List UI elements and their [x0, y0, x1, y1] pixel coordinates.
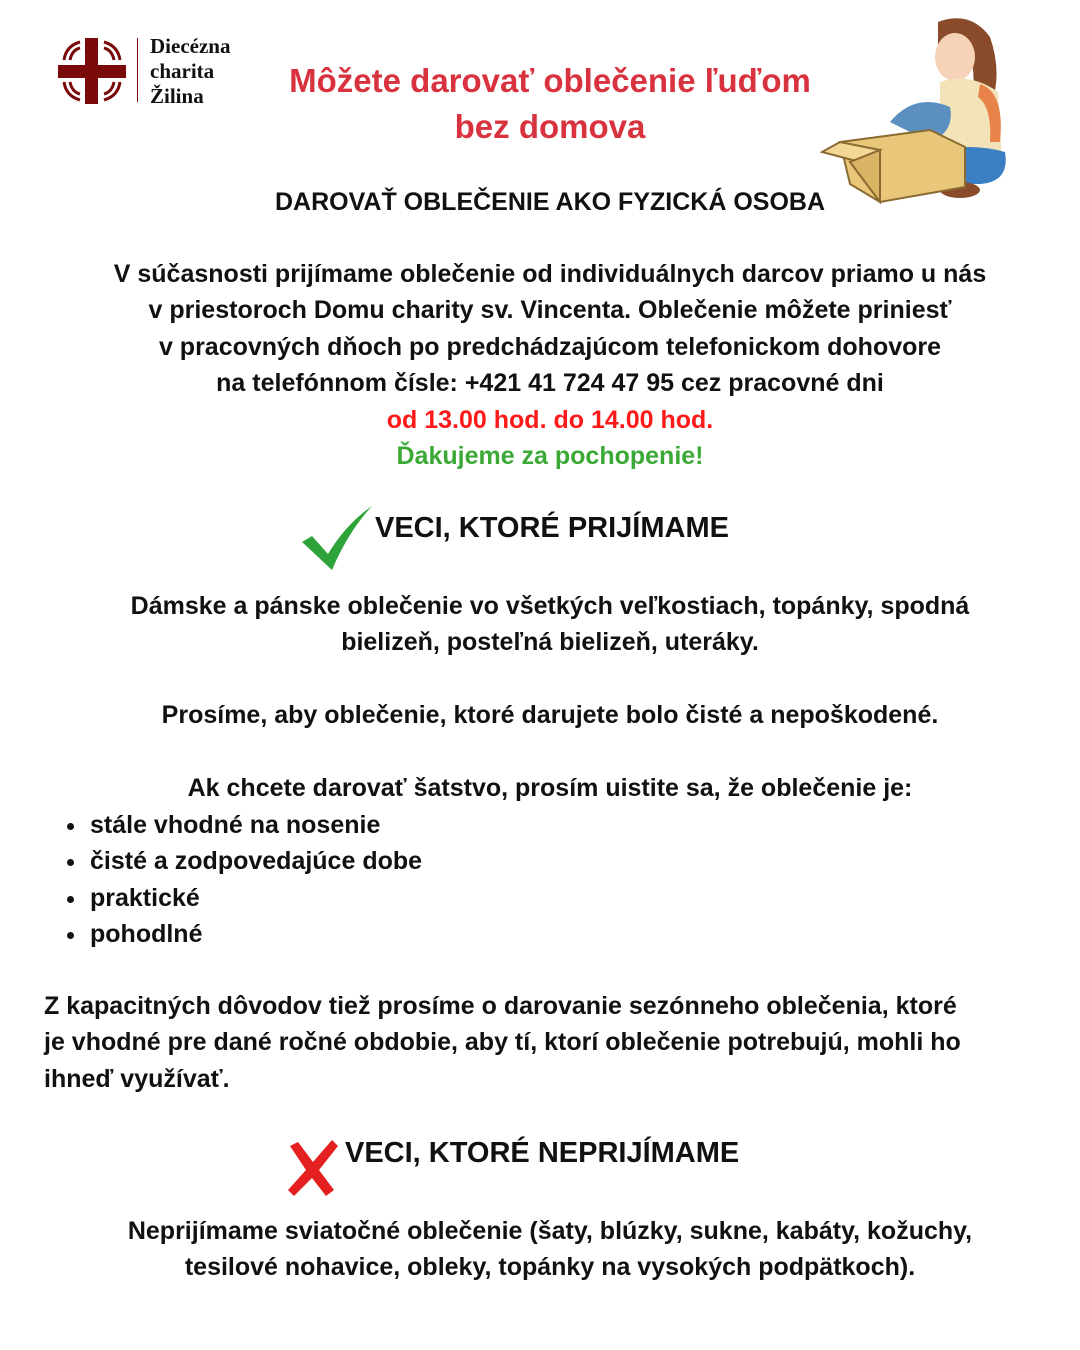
text-line: tesilové nohavice, obleky, topánky na vysokých podpätkoch). [184, 1253, 916, 1282]
checkmark-icon [302, 506, 374, 572]
text-line: V súčasnosti prijímame oblečenie od individuálnych darcov priamo u nás [113, 260, 987, 288]
title-line: bez domova [454, 108, 646, 145]
note-text: Prosíme, aby oblečenie, ktoré darujete bolo čisté a nepoškodené. [161, 701, 939, 729]
text-line: je vhodné pre dané ročné obdobie, aby tí, ktorí oblečenie potrebujú, mohli ho [44, 1028, 961, 1057]
text-line: Z kapacitných dôvodov tiež prosíme o darovanie sezónneho oblečenia, ktoré [44, 992, 957, 1020]
logo-line: Žilina [150, 84, 204, 108]
logo-text [150, 34, 230, 109]
logo-line: Diecézna [150, 34, 231, 58]
title-line: Môžete darovať oblečenie ľuďom [289, 62, 811, 99]
hours-text: od 13.00 hod. do 14.00 hod. [386, 405, 714, 434]
list-item: • pohodlné [88, 916, 422, 952]
section-heading: DAROVAŤ OBLEČENIE AKO FYZICKÁ OSOBA [274, 188, 825, 216]
thanks-text: Ďakujeme za pochopenie! [396, 442, 704, 471]
requirements-list [60, 807, 422, 953]
text-line: bielizeň, posteľná bielizeň, uteráky. [341, 628, 759, 657]
accepted-text [0, 588, 1080, 661]
logo-divider [137, 38, 138, 102]
woman-packing-box-illustration [820, 12, 1010, 204]
text-line: Neprijímame sviatočné oblečenie (šaty, blúzky, sukne, kabáty, kožuchy, [127, 1217, 973, 1245]
page-title [270, 58, 830, 150]
text-line: na telefónnom čísle: +421 41 724 47 95 cez pracovné dni [216, 369, 884, 398]
list-item: • stále vhodné na nosenie [88, 807, 422, 843]
rejected-text [0, 1213, 1080, 1286]
text-line: Dámske a pánske oblečenie vo všetkých veľkostiach, topánky, spodná [130, 592, 970, 620]
seasonal-text [44, 988, 1064, 1097]
intro-text: Ak chcete darovať šatstvo, prosím uistite sa, že oblečenie je: [187, 774, 913, 802]
text-line: v pracovných dňoch po predchádzajúcom telefonickom dohovore [158, 332, 942, 361]
caritas-logo-icon [58, 38, 126, 104]
cross-icon [288, 1140, 338, 1196]
list-item: • čisté a zodpovedajúce dobe [88, 843, 422, 879]
list-item: • praktické [88, 880, 422, 916]
text-line: ihneď využívať. [44, 1064, 230, 1093]
logo-line: charita [150, 59, 215, 83]
section1-text [0, 256, 1080, 474]
text-line: v priestoroch Domu charity sv. Vincenta. Oblečenie môžete priniesť [148, 296, 952, 325]
rejected-heading: VECI, KTORÉ NEPRIJÍMAME [345, 1137, 740, 1169]
accepted-heading: VECI, KTORÉ PRIJÍMAME [375, 512, 729, 544]
